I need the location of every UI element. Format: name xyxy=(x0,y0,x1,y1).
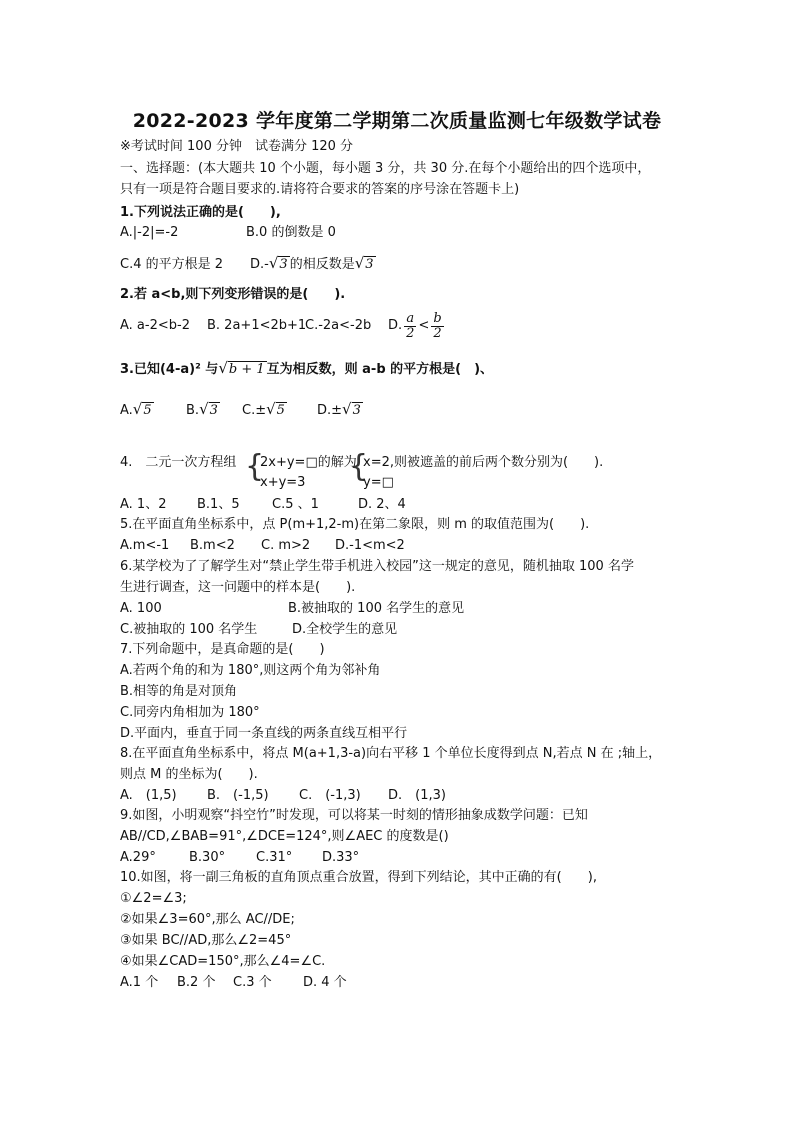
q1-d-radicand2: 3 xyxy=(365,257,374,272)
q2-d-num1: a xyxy=(406,310,415,326)
sqrt-symbol: √3 xyxy=(342,400,361,418)
q1-option-c: C.4 的平方根是 2 xyxy=(120,257,224,272)
q3-a-prefix: A. xyxy=(120,403,133,418)
q4-option-b: B.1、5 xyxy=(197,497,240,512)
q8-stem-line1: 8.在平面直角坐标系中，将点 M(a+1,3-a)向右平移 1 个单位长度得到点 N,若点 N 在 ;轴上， xyxy=(120,746,662,761)
q5-option-c: C. m>2 xyxy=(261,538,311,553)
q3-stem-prefix: 3.已知(4-a)² 与 xyxy=(120,362,219,377)
q2-option-d xyxy=(388,308,446,344)
fraction xyxy=(404,312,416,341)
q2-d-num2: b xyxy=(433,310,442,326)
section1-instructions-line2: 只有一项是符合题目要求的.请将符合要求的答案的序号涂在答题卡上) xyxy=(120,182,520,197)
sqrt-symbol: √5 xyxy=(132,400,152,418)
q9-stem-line2: AB//CD,∠BAB=91°,∠DCE=124°,则∠AEC 的度数是() xyxy=(120,829,449,844)
left-brace-icon: { xyxy=(245,449,265,484)
q2-stem: 2.若 a<b,则下列变形错误的是( ). xyxy=(120,287,346,302)
sqrt-symbol: √3 xyxy=(199,400,218,418)
q3-b-radicand: 3 xyxy=(209,403,218,418)
q1-stem: 1.下列说法正确的是( ), xyxy=(120,205,281,220)
q2-d-prefix: D. xyxy=(388,318,403,333)
left-brace-icon: { xyxy=(349,449,369,484)
q4-stem-prefix: 4. 二元一次方程组 xyxy=(120,455,237,470)
q4-equation-1: 2x+y=□的解为 xyxy=(260,455,357,470)
q7-option-c: C.同旁内角相加为 180° xyxy=(120,705,260,720)
sqrt-symbol: √3 xyxy=(268,254,288,272)
q3-stem xyxy=(120,360,493,378)
q3-option-d xyxy=(317,401,363,419)
q3-option-a xyxy=(120,401,154,419)
q4-option-a: A. 1、2 xyxy=(120,497,167,512)
q6-stem-line1: 6.某学校为了了解学生对“禁止学生带手机进入校园”这一规定的意见，随机抽取 100 名学 xyxy=(120,559,634,574)
q4-option-c: C.5 、1 xyxy=(272,497,319,512)
q9-option-b: B.30° xyxy=(189,850,226,865)
q3-stem-suffix: 互为相反数，则 a-b 的平方根是( )、 xyxy=(266,362,494,377)
q3-c-radicand: 5 xyxy=(276,403,285,418)
q7-stem: 7.下列命题中，是真命题的是( ) xyxy=(120,642,325,657)
q7-option-a: A.若两个角的和为 180°,则这两个角为邻补角 xyxy=(120,663,381,678)
q10-statement-1: ①∠2=∠3; xyxy=(120,891,187,906)
q9-option-a: A.29° xyxy=(120,850,156,865)
q6-option-b: B.被抽取的 100 名学生的意见 xyxy=(288,601,465,616)
q1-option-d xyxy=(250,255,376,273)
q9-option-c: C.31° xyxy=(256,850,293,865)
q10-stem: 10.如图，将一副三角板的直角顶点重合放置，得到下列结论，其中正确的有( ), xyxy=(120,870,597,885)
q10-option-b: B.2 个 xyxy=(177,975,216,990)
q4-option-d: D. 2、4 xyxy=(358,497,406,512)
q10-option-a: A.1 个 xyxy=(120,975,159,990)
q5-option-b: B.m<2 xyxy=(190,538,235,553)
q10-option-c: C.3 个 xyxy=(233,975,272,990)
q10-statement-3: ③如果 BC//AD,那么∠2=45° xyxy=(120,933,292,948)
q1-option-a: A.|-2|=-2 xyxy=(120,225,179,240)
q8-option-c: C. (-1,3) xyxy=(299,788,361,803)
q6-option-d: D.全校学生的意见 xyxy=(292,622,398,637)
q1-d-middle: 的相反数是 xyxy=(289,257,355,272)
q8-option-b: B. (-1,5) xyxy=(207,788,269,803)
q4-equation-2: x+y=3 xyxy=(260,475,306,490)
q3-option-c xyxy=(242,401,287,419)
q3-a-radicand: 5 xyxy=(143,403,152,418)
q2-d-den1: 2 xyxy=(406,325,415,341)
q2-d-den2: 2 xyxy=(433,325,442,341)
q5-option-d: D.-1<m<2 xyxy=(335,538,405,553)
q5-stem: 5.在平面直角坐标系中，点 P(m+1,2-m)在第二象限，则 m 的取值范围为( ). xyxy=(120,517,590,532)
q9-option-d: D.33° xyxy=(322,850,360,865)
q6-option-a: A. 100 xyxy=(120,601,162,616)
q10-option-d: D. 4 个 xyxy=(303,975,347,990)
q6-option-c: C.被抽取的 100 名学生 xyxy=(120,622,258,637)
q9-stem-line1: 9.如图，小明观察“抖空竹”时发现，可以将某一时刻的情形抽象成数学问题：已知 xyxy=(120,808,588,823)
exam-info: ※考试时间 100 分钟 试卷满分 120 分 xyxy=(120,139,354,154)
q1-d-radicand1: 3 xyxy=(279,257,288,272)
q4-solution-2: y=□ xyxy=(363,475,394,490)
q3-d-prefix: D.± xyxy=(317,403,343,418)
q8-stem-line2: 则点 M 的坐标为( ). xyxy=(120,767,258,782)
page-title: 2022-2023 学年度第二学期第二次质量监测七年级数学试卷 xyxy=(132,110,662,132)
q2-d-op: < xyxy=(418,318,430,333)
q8-option-d: D. (1,3) xyxy=(388,788,446,803)
q2-option-b: B. 2a+1<2b+1 xyxy=(207,318,307,333)
sqrt-symbol: √5 xyxy=(266,400,285,418)
q5-option-a: A.m<-1 xyxy=(120,538,170,553)
q1-option-b: B.0 的倒数是 0 xyxy=(246,225,336,240)
q3-b-prefix: B. xyxy=(186,403,200,418)
sqrt-symbol: √3 xyxy=(354,254,374,272)
q10-statement-2: ②如果∠3=60°,那么 AC//DE; xyxy=(120,912,295,927)
q10-statement-4: ④如果∠CAD=150°,那么∠4=∠C. xyxy=(120,954,326,969)
q7-option-b: B.相等的角是对顶角 xyxy=(120,684,238,699)
q3-c-prefix: C.± xyxy=(242,403,267,418)
q2-option-a: A. a-2<b-2 xyxy=(120,318,190,333)
q2-option-c: C.-2a<-2b xyxy=(305,318,372,333)
section1-instructions-line1: 一、选择题：(本大题共 10 个小题，每小题 3 分，共 30 分.在每个小题给出的四个选项中， xyxy=(120,161,651,176)
q1-d-prefix: D.- xyxy=(250,257,269,272)
q3-option-b xyxy=(186,401,220,419)
sqrt-symbol: √b + 1 xyxy=(218,359,265,377)
q3-d-radicand: 3 xyxy=(352,403,361,418)
q4-solution-1: x=2,则被遮盖的前后两个数分别为( ). xyxy=(363,455,604,470)
q3-stem-radicand: b + 1 xyxy=(228,362,265,377)
q7-option-d: D.平面内，垂直于同一条直线的两条直线互相平行 xyxy=(120,726,408,741)
q6-stem-line2: 生进行调查，这一问题中的样本是( ). xyxy=(120,580,356,595)
fraction xyxy=(431,312,443,341)
q8-option-a: A. (1,5) xyxy=(120,788,177,803)
